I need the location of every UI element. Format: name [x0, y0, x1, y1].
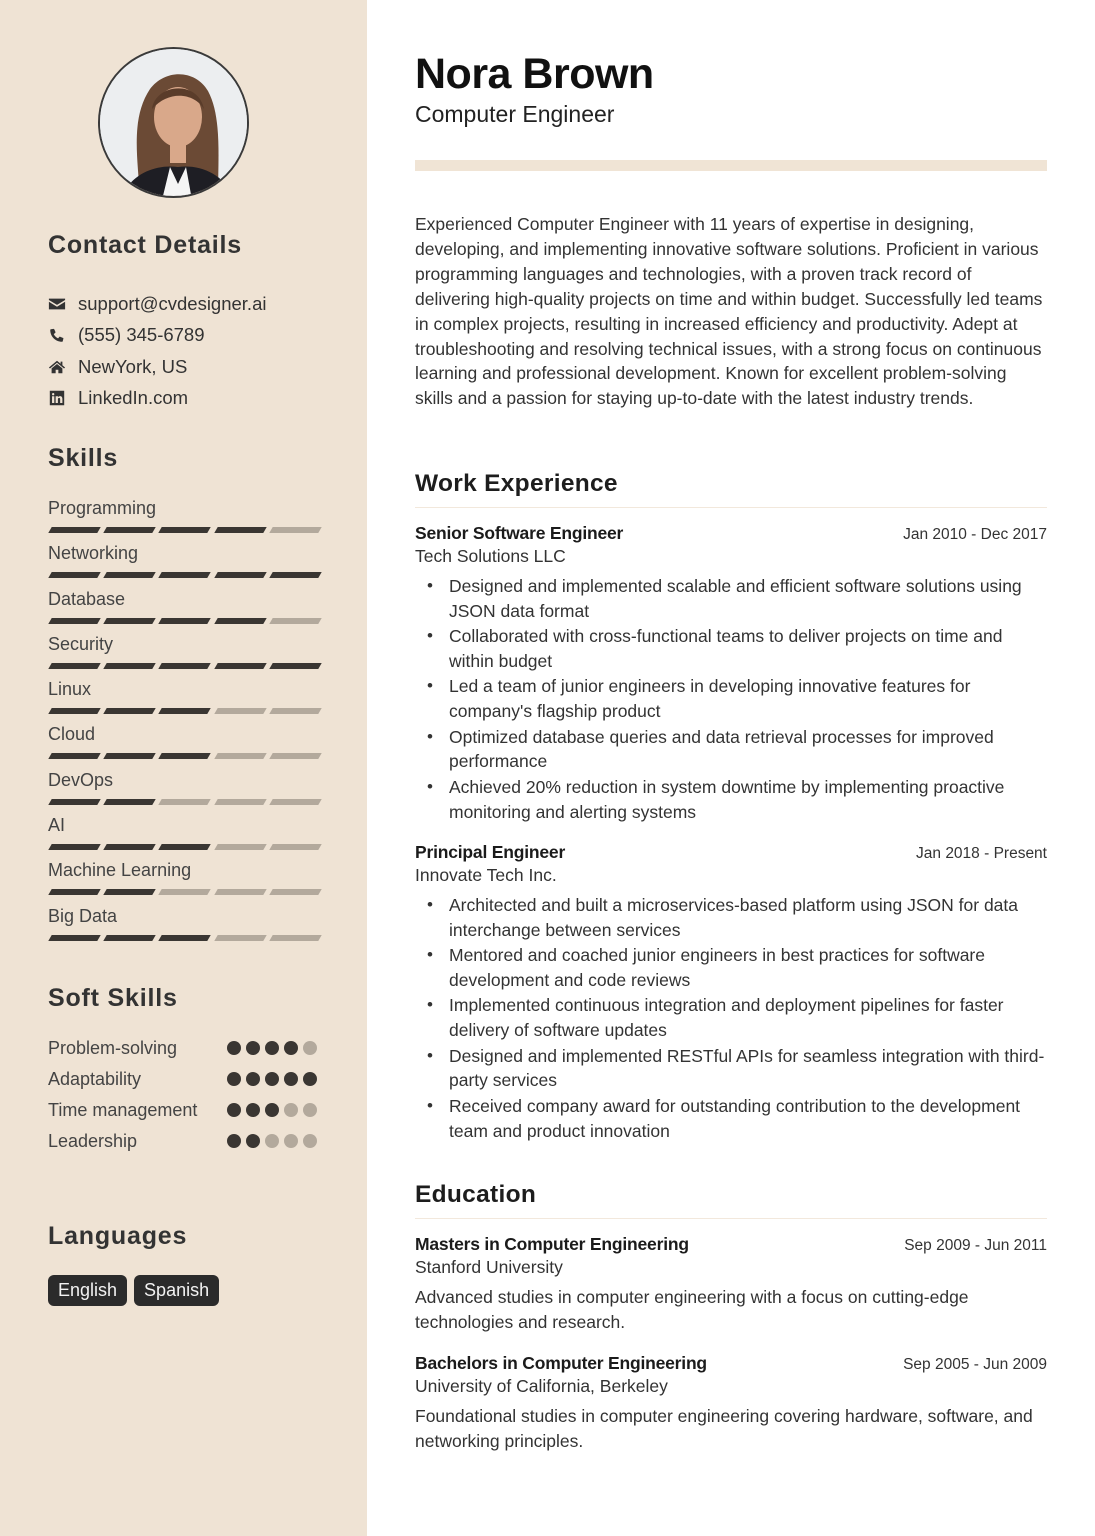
level-segment-empty: [214, 935, 267, 941]
linkedin-icon: [48, 389, 78, 407]
header-divider: [415, 160, 1047, 171]
soft-skill-name: Problem-solving: [48, 1038, 178, 1058]
skill-item: [48, 768, 320, 813]
level-segment-empty: [159, 799, 212, 805]
level-segment-empty: [269, 527, 322, 533]
soft-skill-item: [48, 1067, 328, 1092]
level-segment-filled: [103, 799, 156, 805]
summary-text: Experienced Computer Engineer with 11 years of expertise in designing, developing, and implementing innovative software solutions. Proficient in various programming languages and technologies, with a proven track record of delivering high-quality projects on time and within budget. Successfully led teams in complex projects, resulting in increased efficiency and productivity. Adept at troubleshooting and resolving technical issues, with a strong focus on continuous learning and professional development. Known for excellent problem-solving skills and a passion for staying up-to-date with the latest industry trends.: [415, 214, 1043, 409]
job-bullet: • Achieved 20% reduction in system downtime by implementing proactive monitoring and alerting systems: [415, 775, 1047, 825]
rating-dot-empty-icon: [284, 1134, 298, 1148]
skill-name: Networking: [48, 543, 139, 564]
skill-item: [48, 496, 320, 541]
rating-dot-filled-icon: [265, 1041, 279, 1055]
level-segment-filled: [48, 572, 101, 578]
level-segment-empty: [214, 708, 267, 714]
education-description: Foundational studies in computer engineering covering hardware, software, and networking principles.: [415, 1406, 1033, 1451]
job-bullet: • Collaborated with cross-functional teams to deliver projects on time and within budget: [415, 624, 1047, 674]
job-entry: [415, 842, 1047, 1144]
avatar-portrait-icon: [100, 49, 249, 198]
contact-linkedin[interactable]: [48, 383, 266, 415]
job-bullet: • Optimized database queries and data retrieval processes for improved performance: [415, 725, 1047, 775]
level-segment-filled: [48, 799, 101, 805]
soft-skill-name: Leadership: [48, 1131, 138, 1151]
level-segment-empty: [269, 935, 322, 941]
job-bullet: • Architected and built a microservices-based platform using JSON for data interchange between services: [415, 893, 1047, 943]
skill-name: Database: [48, 588, 126, 609]
skill-item: [48, 813, 320, 858]
level-segment-empty: [214, 799, 267, 805]
education-dates: Sep 2009 - Jun 2011: [904, 1237, 1047, 1254]
soft-skill-item: [48, 1036, 328, 1061]
skill-name: Big Data: [48, 905, 118, 926]
rating-dot-empty-icon: [303, 1041, 317, 1055]
level-segment-filled: [159, 572, 212, 578]
skill-item: [48, 677, 320, 722]
level-segment-filled: [214, 572, 267, 578]
skill-item: [48, 722, 320, 767]
skill-level-bar: [48, 572, 320, 578]
education-entry: [415, 1353, 1047, 1454]
skill-level-bar: [48, 844, 320, 850]
candidate-title: Computer Engineer: [415, 101, 615, 127]
rating-dot-filled-icon: [227, 1134, 241, 1148]
skill-item: [48, 541, 320, 586]
skill-name: DevOps: [48, 769, 114, 790]
level-segment-filled: [103, 618, 156, 624]
skill-item: [48, 858, 320, 903]
job-entry: [415, 523, 1047, 825]
level-segment-filled: [103, 889, 156, 895]
level-segment-filled: [159, 708, 212, 714]
skill-level-bar: [48, 889, 320, 895]
level-segment-empty: [269, 708, 322, 714]
envelope-icon: [48, 295, 78, 313]
contact-phone[interactable]: [48, 320, 266, 352]
rating-dot-filled-icon: [265, 1072, 279, 1086]
work-experience-heading: Work Experience: [415, 470, 1047, 508]
skills-list: [48, 496, 320, 949]
degree-name: Bachelors in Computer Engineering: [415, 1353, 707, 1373]
rating-dot-filled-icon: [246, 1103, 260, 1117]
rating-dot-filled-icon: [227, 1072, 241, 1086]
level-segment-filled: [269, 663, 322, 669]
phone-icon: [48, 326, 78, 344]
contact-email-text: support@cvdesigner.ai: [78, 292, 267, 314]
level-segment-empty: [269, 799, 322, 805]
contact-phone-text: (555) 345-6789: [78, 324, 205, 346]
level-segment-filled: [159, 527, 212, 533]
skill-level-bar: [48, 935, 320, 941]
contact-location-text: NewYork, US: [78, 355, 188, 377]
rating-dot-empty-icon: [303, 1103, 317, 1117]
skill-name: Security: [48, 633, 114, 654]
soft-skill-item: [48, 1129, 328, 1154]
rating-dot-filled-icon: [246, 1072, 260, 1086]
skill-level-bar: [48, 618, 320, 624]
level-segment-empty: [269, 753, 322, 759]
level-segment-filled: [48, 844, 101, 850]
level-segment-filled: [103, 753, 156, 759]
rating-dot-filled-icon: [303, 1072, 317, 1086]
level-segment-filled: [103, 527, 156, 533]
soft-skill-rating: [227, 1036, 317, 1061]
skill-name: Machine Learning: [48, 860, 192, 881]
rating-dot-filled-icon: [246, 1134, 260, 1148]
level-segment-filled: [269, 572, 322, 578]
profile-photo: [98, 47, 249, 198]
language-badge: English: [48, 1275, 127, 1306]
rating-dot-empty-icon: [284, 1103, 298, 1117]
level-segment-filled: [48, 889, 101, 895]
skill-level-bar: [48, 708, 320, 714]
job-role: Senior Software Engineer: [415, 523, 624, 543]
skill-level-bar: [48, 753, 320, 759]
level-segment-filled: [159, 844, 212, 850]
level-segment-filled: [103, 844, 156, 850]
level-segment-empty: [269, 618, 322, 624]
job-company: Tech Solutions LLC: [415, 546, 566, 566]
level-segment-filled: [48, 527, 101, 533]
level-segment-empty: [214, 753, 267, 759]
job-bullets: [415, 574, 1047, 824]
education-heading: Education: [415, 1181, 1047, 1219]
skills-heading: Skills: [48, 444, 119, 472]
job-bullet: • Received company award for outstanding contribution to the development team and product innovation: [415, 1094, 1047, 1144]
school-name: Stanford University: [415, 1257, 563, 1277]
level-segment-filled: [103, 572, 156, 578]
level-segment-filled: [214, 527, 267, 533]
level-segment-filled: [103, 663, 156, 669]
languages-list: [48, 1275, 219, 1306]
soft-skill-name: Time management: [48, 1100, 198, 1120]
education-description: Advanced studies in computer engineering with a focus on cutting-edge technologies and research.: [415, 1287, 969, 1332]
degree-name: Masters in Computer Engineering: [415, 1234, 689, 1254]
sidebar: [0, 0, 367, 1536]
rating-dot-filled-icon: [246, 1041, 260, 1055]
candidate-name: Nora Brown: [415, 50, 654, 98]
rating-dot-filled-icon: [265, 1103, 279, 1117]
school-name: University of California, Berkeley: [415, 1376, 668, 1396]
skill-name: Linux: [48, 679, 92, 700]
level-segment-empty: [269, 889, 322, 895]
job-bullets: [415, 893, 1047, 1143]
soft-skills-list: [48, 1036, 328, 1160]
job-bullet: • Designed and implemented scalable and efficient software solutions using JSON data format: [415, 574, 1047, 624]
soft-skill-rating: [227, 1098, 317, 1123]
skill-name: Programming: [48, 498, 157, 518]
contact-location: [48, 351, 266, 383]
level-segment-empty: [269, 844, 322, 850]
job-dates: Jan 2010 - Dec 2017: [903, 526, 1047, 543]
level-segment-filled: [159, 753, 212, 759]
level-segment-empty: [214, 844, 267, 850]
level-segment-filled: [103, 708, 156, 714]
home-icon: [48, 358, 78, 376]
contact-list: [48, 288, 266, 414]
level-segment-filled: [159, 663, 212, 669]
job-bullet: • Mentored and coached junior engineers in best practices for software development and code reviews: [415, 943, 1047, 993]
skill-name: Cloud: [48, 724, 96, 745]
soft-skill-rating: [227, 1067, 317, 1092]
contact-heading: Contact Details: [48, 231, 242, 259]
level-segment-filled: [48, 753, 101, 759]
level-segment-filled: [214, 618, 267, 624]
level-segment-filled: [48, 618, 101, 624]
level-segment-empty: [159, 889, 212, 895]
skill-level-bar: [48, 527, 320, 533]
job-bullet: • Designed and implemented RESTful APIs for seamless integration with third-party services: [415, 1044, 1047, 1094]
soft-skill-rating: [227, 1129, 317, 1154]
languages-heading: Languages: [48, 1222, 188, 1250]
level-segment-filled: [159, 935, 212, 941]
level-segment-filled: [48, 935, 101, 941]
soft-skills-heading: Soft Skills: [48, 984, 178, 1012]
level-segment-empty: [214, 889, 267, 895]
level-segment-filled: [48, 708, 101, 714]
education-entry: [415, 1234, 1047, 1335]
skill-name: AI: [48, 815, 66, 836]
rating-dot-filled-icon: [227, 1041, 241, 1055]
rating-dot-filled-icon: [284, 1072, 298, 1086]
soft-skill-name: Adaptability: [48, 1069, 142, 1089]
contact-email[interactable]: [48, 288, 266, 320]
skill-item: [48, 587, 320, 632]
rating-dot-filled-icon: [284, 1041, 298, 1055]
level-segment-filled: [103, 935, 156, 941]
job-bullet: • Led a team of junior engineers in developing innovative features for company's flagship product: [415, 674, 1047, 724]
job-dates: Jan 2018 - Present: [916, 845, 1047, 862]
contact-linkedin-text: LinkedIn.com: [78, 387, 189, 409]
skill-item: [48, 632, 320, 677]
language-badge: Spanish: [134, 1275, 219, 1306]
job-bullet: • Implemented continuous integration and deployment pipelines for faster delivery of software updates: [415, 993, 1047, 1043]
rating-dot-filled-icon: [227, 1103, 241, 1117]
soft-skill-item: [48, 1098, 328, 1123]
education-dates: Sep 2005 - Jun 2009: [903, 1356, 1047, 1373]
level-segment-filled: [214, 663, 267, 669]
rating-dot-empty-icon: [265, 1134, 279, 1148]
level-segment-filled: [48, 663, 101, 669]
rating-dot-empty-icon: [303, 1134, 317, 1148]
job-company: Innovate Tech Inc.: [415, 865, 557, 885]
skill-level-bar: [48, 799, 320, 805]
skill-level-bar: [48, 663, 320, 669]
skill-item: [48, 904, 320, 949]
job-role: Principal Engineer: [415, 842, 566, 862]
level-segment-filled: [159, 618, 212, 624]
